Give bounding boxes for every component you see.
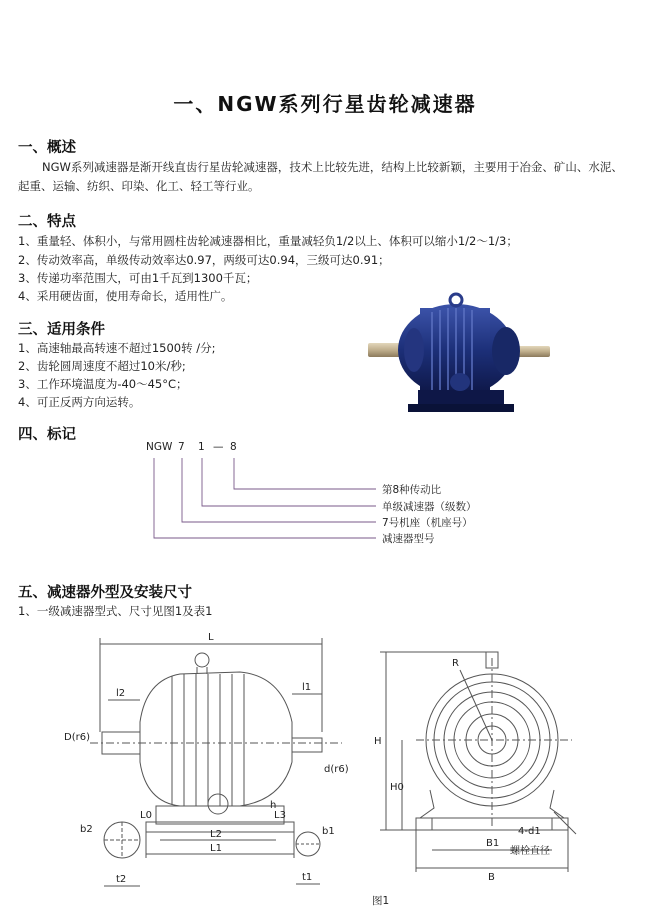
marking-label-model: 减速器型号 — [382, 533, 435, 545]
overview-heading: 一、概述 — [18, 140, 76, 156]
feature-item: 2、传动效率高，单级传动效率达0.97，两级可达0.94，三级可达0.91； — [18, 253, 390, 267]
dim-label-B: B — [488, 872, 495, 883]
dim-label-L: L — [208, 632, 214, 643]
reducer-photo — [360, 286, 560, 426]
condition-item: 2、齿轮圆周速度不超过10米/秒; — [18, 359, 186, 373]
condition-item: 1、高速轴最高转速不超过1500转 /分; — [18, 341, 216, 355]
overview-text: NGW系列减速器是渐开线直齿行星齿轮减速器，技术上比较先进，结构上比较新颖，主要用于冶金、矿山、水泥、起重、运输、纺织、印染、化工、轻工等行业。 — [18, 160, 623, 193]
feature-item: 4、采用硬齿面，使用寿命长，适用性广。 — [18, 289, 233, 303]
dim-label-B1: B1 — [486, 838, 500, 849]
condition-item: 3、工作环境温度为-40～45°C； — [18, 377, 188, 391]
dim-label-l1: l1 — [302, 682, 312, 693]
dimensions-subheading: 1、一级减速器型式、尺寸见图1及表1 — [18, 604, 213, 618]
dim-label-b1: b1 — [322, 826, 335, 837]
marking-heading: 四、标记 — [18, 427, 76, 443]
dim-label-bolt-desc: 螺栓直径 — [510, 846, 550, 857]
conditions-heading: 三、适用条件 — [18, 322, 105, 338]
dim-label-L1: L1 — [210, 843, 222, 854]
dim-label-t2: t2 — [116, 874, 127, 885]
dim-label-bolt: 4-d1 — [518, 826, 541, 837]
reducer-drawing — [60, 622, 600, 894]
marking-code-ratio: 8 — [230, 441, 237, 453]
dim-label-H0: H0 — [390, 782, 404, 793]
features-heading: 二、特点 — [18, 214, 76, 230]
dim-label-D: D(r6) — [64, 732, 90, 743]
dimensions-heading: 五、减速器外型及安装尺寸 — [18, 585, 192, 601]
dim-label-H: H — [374, 736, 382, 747]
marking-label-ratio: 第8种传动比 — [382, 484, 442, 496]
dim-label-L3: L3 — [274, 810, 286, 821]
marking-leader-lines — [140, 454, 380, 544]
dim-label-d: d(r6) — [324, 764, 349, 775]
feature-item: 1、重量轻、体积小，与常用圆柱齿轮减速器相比，重量减轻负1/2以上、体积可以缩小1/2～1/3； — [18, 234, 518, 248]
condition-item: 4、可正反两方向运转。 — [18, 395, 141, 409]
dim-label-L0: L0 — [140, 810, 152, 821]
marking-code-frame: 7 — [178, 441, 185, 453]
dim-label-t1: t1 — [302, 872, 313, 883]
marking-code-stages: 1 — [198, 441, 205, 453]
page-title: 一、NGW系列行星齿轮减速器 — [173, 92, 477, 116]
dim-label-h: h — [270, 800, 277, 811]
feature-item: 3、传递功率范围大，可由1千瓦到1300千瓦； — [18, 271, 258, 285]
dim-label-R: R — [452, 658, 459, 669]
marking-label-stages: 单级减速器（级数） — [382, 501, 477, 513]
dim-label-b2: b2 — [80, 824, 93, 835]
marking-label-frame: 7号机座（机座号） — [382, 517, 473, 529]
marking-code-model: NGW — [146, 441, 173, 453]
dim-label-l2: l2 — [116, 688, 126, 699]
dim-label-L2: L2 — [210, 829, 222, 840]
marking-code-dash: — — [213, 441, 224, 453]
figure-caption: 图1 — [372, 895, 390, 907]
